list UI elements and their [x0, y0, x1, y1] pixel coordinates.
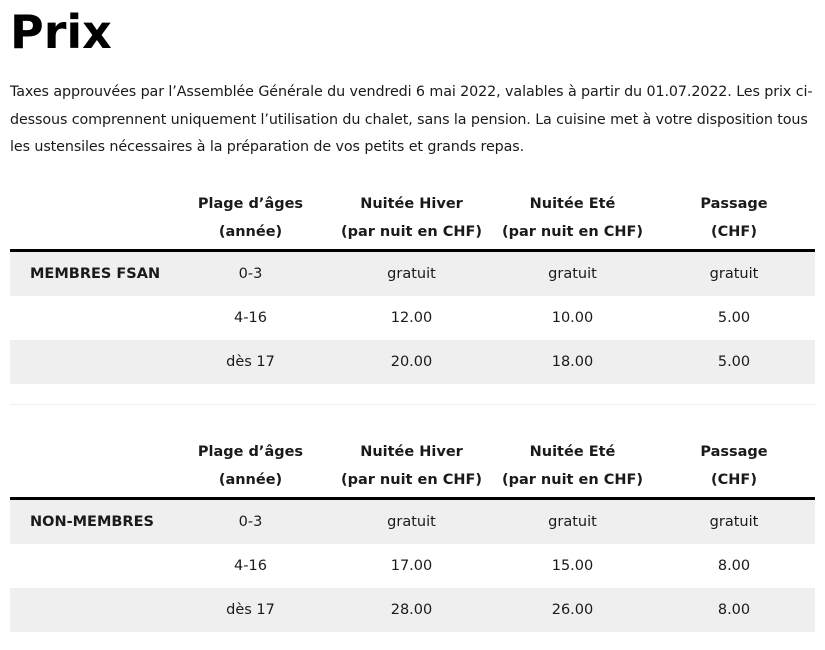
group-label: NON-MEMBRES — [10, 499, 170, 545]
header-age-line2: (année) — [218, 223, 283, 240]
cell-winter: gratuit — [331, 499, 492, 545]
cell-age: 4-16 — [234, 558, 267, 574]
cell-summer: gratuit — [492, 499, 653, 545]
section-divider — [10, 404, 815, 405]
header-summer-line1: Nuitée Eté — [529, 195, 616, 212]
price-table-non-members — [10, 434, 815, 632]
cell-passage: 5.00 — [717, 310, 751, 326]
cell-winter: 20.00 — [331, 340, 492, 384]
header-summer-night — [492, 186, 653, 251]
header-summer-line2: (par nuit en CHF) — [501, 223, 644, 240]
intro-paragraph: Taxes approuvées par l’Assemblée Générale du vendredi 6 mai 2022, valables à partir du 01.07.2022. Les prix ci-dessous comprennent uniquement l’utilisation du chalet, sans la pension. La cuisine met à votre disposition tous les ustensiles nécessaires à la préparation de vos petits et grands repas. — [10, 84, 813, 155]
cell-summer: 26.00 — [492, 588, 653, 632]
cell-winter: 28.00 — [331, 588, 492, 632]
header-summer-line1: Nuitée Eté — [529, 443, 616, 460]
header-winter-line1: Nuitée Hiver — [360, 195, 463, 212]
cell-age: 0-3 — [170, 251, 331, 297]
price-table-members — [10, 186, 815, 384]
cell-empty — [10, 340, 170, 384]
cell-summer: gratuit — [492, 251, 653, 297]
header-winter-night — [331, 434, 492, 499]
header-passage-line2: (CHF) — [711, 223, 757, 240]
header-age-range — [170, 186, 331, 251]
table-header-row — [10, 434, 815, 499]
cell-age: dès 17 — [170, 588, 331, 632]
header-empty — [10, 186, 170, 251]
header-passage-line1: Passage — [700, 195, 768, 212]
table-row — [10, 296, 815, 340]
header-winter-line2: (par nuit en CHF) — [340, 223, 483, 240]
header-empty — [10, 434, 170, 499]
cell-empty — [10, 544, 170, 588]
cell-winter: 17.00 — [390, 558, 433, 574]
header-winter-line1: Nuitée Hiver — [360, 443, 463, 460]
table-row — [10, 251, 815, 297]
cell-age: 4-16 — [234, 310, 267, 326]
header-age-line2: (année) — [218, 471, 283, 488]
cell-passage: gratuit — [653, 499, 815, 545]
table-header-row — [10, 186, 815, 251]
header-summer-line2: (par nuit en CHF) — [501, 471, 644, 488]
cell-summer: 18.00 — [492, 340, 653, 384]
header-passage-line2: (CHF) — [711, 471, 757, 488]
cell-age: dès 17 — [170, 340, 331, 384]
cell-winter: gratuit — [331, 251, 492, 297]
cell-summer: 10.00 — [551, 310, 594, 326]
header-winter-night — [331, 186, 492, 251]
header-passage — [653, 434, 815, 499]
cell-passage: 5.00 — [653, 340, 815, 384]
header-age-line1: Plage d’âges — [197, 195, 304, 212]
header-winter-line2: (par nuit en CHF) — [340, 471, 483, 488]
table-row — [10, 588, 815, 632]
cell-age: 0-3 — [170, 499, 331, 545]
table-row — [10, 340, 815, 384]
group-label: MEMBRES FSAN — [10, 251, 170, 297]
cell-winter: 12.00 — [390, 310, 433, 326]
header-summer-night — [492, 434, 653, 499]
page-title: Prix — [10, 5, 112, 59]
cell-summer: 15.00 — [551, 558, 594, 574]
cell-passage: 8.00 — [653, 588, 815, 632]
cell-passage: gratuit — [653, 251, 815, 297]
cell-empty — [10, 296, 170, 340]
header-passage-line1: Passage — [700, 443, 768, 460]
header-age-range — [170, 434, 331, 499]
table-row — [10, 544, 815, 588]
header-passage — [653, 186, 815, 251]
table-row — [10, 499, 815, 545]
cell-passage: 8.00 — [717, 558, 751, 574]
cell-empty — [10, 588, 170, 632]
header-age-line1: Plage d’âges — [197, 443, 304, 460]
